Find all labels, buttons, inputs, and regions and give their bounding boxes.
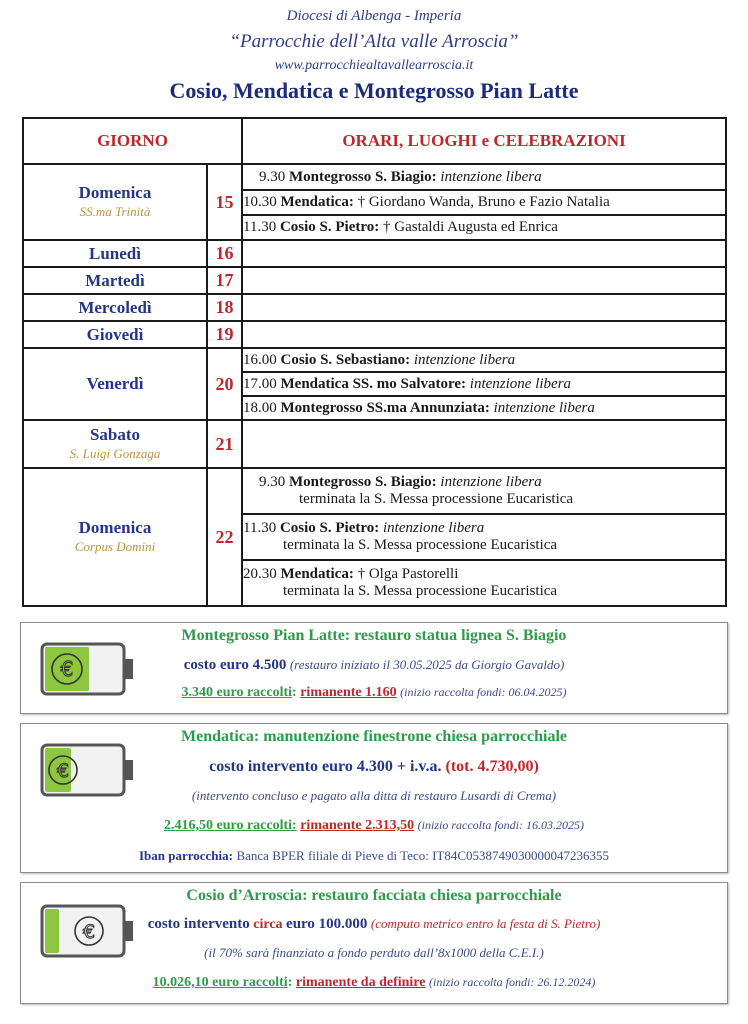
box-cost: costo intervento circa euro 100.000 (computo metrico entro la festa di S. Pietro) (147, 916, 601, 932)
day-cell (23, 164, 207, 240)
box-cost: costo intervento euro 4.300 + i.v.a. (tot. 4.730,00) (209, 758, 539, 775)
day-cell (23, 294, 207, 321)
day-name: Domenica (78, 183, 152, 202)
event-row-empty (242, 321, 726, 348)
event-row: 10.30 Mendatica: † Giordano Wanda, Bruno e Fazio Natalia (242, 190, 726, 215)
day-number: 22 (207, 468, 242, 606)
diocese-line: Diocesi di Albenga - Imperia (286, 8, 462, 24)
day-number: 21 (207, 420, 242, 468)
day-cell (23, 267, 207, 294)
box-raised: 3.340 euro raccolti: rimanente 1.160 (inizio raccolta fondi: 06.04.2025) (181, 685, 567, 700)
day-number: 19 (207, 321, 242, 348)
day-cell (23, 348, 207, 420)
day-name: Mercoledì (78, 297, 152, 317)
fundraising-box-montegrosso (20, 622, 728, 714)
svg-text:€: € (82, 921, 96, 943)
box-iban: Iban parrocchia: Banca BPER filiale di Pieve di Teco: IT84C0538749030000047236355 (138, 848, 610, 863)
day-number: 16 (207, 240, 242, 267)
day-number: 15 (207, 164, 242, 240)
event-row: 16.00 Cosio S. Sebastiano: intenzione libera (242, 348, 726, 372)
event-row: 9.30 Montegrosso S. Biagio: intenzione libera terminata la S. Messa processione Eucaristica (242, 468, 726, 514)
day-name: Sabato (89, 425, 141, 444)
day-cell (23, 468, 207, 606)
box-cost: costo euro 4.500 (restauro iniziato il 30.05.2025 da Giorgio Gavaldo) (183, 657, 565, 673)
website-line: www.parrocchiealtavallearroscia.it (274, 58, 474, 73)
box-title: Mendatica: manutenzione finestrone chiesa parrocchiale (180, 728, 568, 745)
schedule-table (22, 117, 727, 607)
day-cell (23, 420, 207, 468)
page-title: Cosio, Mendatica e Montegrosso Pian Latte (169, 78, 579, 103)
event-row-empty (242, 294, 726, 321)
day-feast: S. Luigi Gonzaga (69, 446, 161, 461)
box-raised: 10.026,10 euro raccolti: rimanente da definire (inizio raccolta fondi: 26.12.2024) (152, 975, 596, 990)
box-title: Montegrosso Pian Latte: restauro statua lignea S. Biagio (181, 627, 567, 644)
day-cell (23, 321, 207, 348)
day-name: Giovedì (86, 324, 144, 344)
day-number: 17 (207, 267, 242, 294)
event-note: terminata la S. Messa processione Eucaristica (283, 583, 558, 599)
event-row: 9.30 Montegrosso S. Biagio: intenzione libera (242, 164, 726, 190)
event-row-empty (242, 267, 726, 294)
day-number: 20 (207, 348, 242, 420)
event-note: terminata la S. Messa processione Eucaristica (299, 491, 574, 507)
day-name: Martedì (85, 270, 145, 290)
day-feast: SS.ma Trinità (79, 204, 151, 219)
box-raised: 2.416,50 euro raccolti: rimanente 2.313,50 (inizio raccolta fondi: 16.03.2025) (164, 818, 584, 833)
col-header-events: ORARI, LUOGHI e CELEBRAZIONI (242, 118, 726, 164)
event-note: terminata la S. Messa processione Eucaristica (283, 537, 558, 553)
day-name: Venerdì (86, 374, 144, 393)
day-cell (23, 240, 207, 267)
fundraising-box-mendatica (20, 723, 728, 873)
event-row: 17.00 Mendatica SS. mo Salvatore: intenzione libera (242, 372, 726, 396)
parishes-line: “Parrocchie dell’Alta valle Arroscia” (229, 31, 519, 52)
box-note: (intervento concluso e pagato alla ditta di restauro Lusardi di Crema) (191, 788, 557, 803)
day-name: Lunedì (89, 243, 141, 263)
col-header-day: GIORNO (23, 118, 242, 164)
event-row: 11.30 Cosio S. Pietro: intenzione libera terminata la S. Messa processione Eucaristica (242, 514, 726, 560)
event-row: 20.30 Mendatica: † Olga Pastorelli terminata la S. Messa processione Eucaristica (242, 560, 726, 606)
day-name: Domenica (78, 518, 152, 537)
day-feast: Corpus Domini (74, 539, 156, 554)
event-row-empty (242, 420, 726, 468)
svg-text:€: € (60, 657, 74, 681)
event-row-empty (242, 240, 726, 267)
event-row: 18.00 Montegrosso SS.ma Annunziata: intenzione libera (242, 396, 726, 420)
day-number: 18 (207, 294, 242, 321)
box-title: Cosio d’Arroscia: restauro facciata chiesa parrocchiale (186, 887, 562, 904)
svg-text:€: € (56, 760, 70, 782)
event-row: 11.30 Cosio S. Pietro: † Gastaldi Augusta ed Enrica (242, 215, 726, 240)
fundraising-box-cosio (20, 882, 728, 1004)
box-note: (il 70% sarà finanziato a fondo perduto dall’8x1000 della C.E.I.) (204, 945, 544, 960)
